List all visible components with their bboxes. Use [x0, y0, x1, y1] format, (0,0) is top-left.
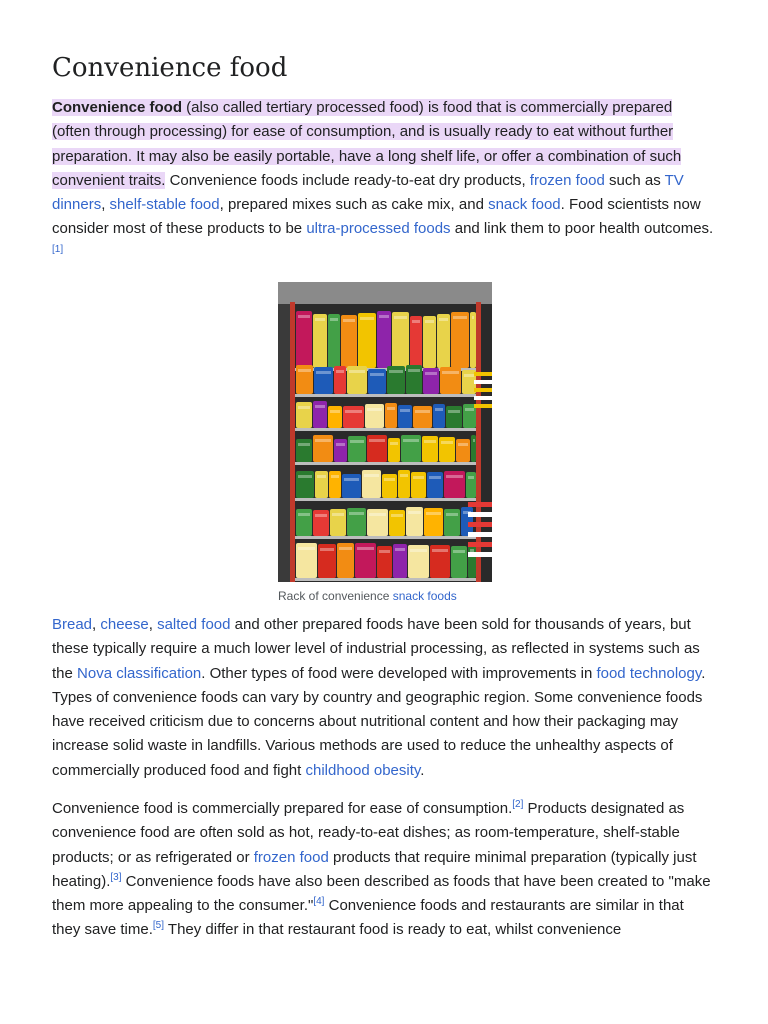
striped-bag	[474, 404, 492, 408]
snack-bag	[313, 510, 329, 536]
snack-bag-label	[473, 439, 475, 442]
figure-caption	[278, 588, 492, 604]
snack-bag-label	[446, 513, 458, 516]
snack-bag	[437, 314, 450, 368]
snack-bag-label	[432, 549, 448, 552]
snack-bag-label	[390, 442, 398, 445]
snack-bag	[423, 368, 439, 394]
reference-link-4[interactable]: [4]	[313, 896, 325, 908]
snack-bag-label	[315, 439, 331, 442]
history-text: .	[420, 761, 425, 779]
intro-highlight-text: (also called tertiary processed food) is food that is commercially prepared (often through processing) for ease of consumption, and is usually ready to eat without further preparation. It may also be easily portable, have a long shelf life, or offer a combination of such convenient traits.	[52, 99, 682, 189]
caption-text: Rack of convenience	[278, 589, 393, 603]
snack-bag-label	[384, 478, 395, 481]
link-bread[interactable]: Bread	[52, 616, 93, 633]
snack-bag	[296, 402, 312, 428]
snack-bag-label	[448, 410, 460, 413]
snack-bag-label	[357, 547, 374, 550]
intro-text: ,	[101, 196, 110, 214]
snack-rack-image[interactable]	[278, 282, 492, 582]
snack-bag-label	[349, 512, 364, 515]
snack-bag-label	[395, 548, 405, 551]
striped-bag	[474, 396, 492, 400]
snack-bag-label	[349, 370, 365, 373]
snack-bag-label	[298, 406, 310, 409]
snack-bag-label	[470, 549, 474, 552]
snack-bag-label	[472, 316, 474, 319]
snack-bag	[422, 436, 438, 462]
snack-bag-label	[298, 369, 311, 372]
link-snack-foods[interactable]: snack foods	[392, 589, 457, 603]
snack-bag-label	[453, 316, 467, 319]
page-title: Convenience food	[52, 53, 288, 83]
bold-term: Convenience food	[52, 99, 183, 116]
striped-bag	[468, 502, 492, 507]
link-shelf-stable-food[interactable]: shelf-stable food	[109, 196, 220, 214]
definition-text: Convenience food is commercially prepared for ease of consumption.	[52, 800, 513, 817]
definition-text: Convenience foods have also been described as foods that have been created to "make them more appealing to the consumer."	[52, 872, 711, 915]
snack-bag	[328, 314, 340, 368]
definition-text: Products designated as convenience food are often sold as hot, ready-to-eat dishes; as room-temperature, shelf-stable products; or as refrigerated or	[52, 800, 685, 866]
snack-bag-label	[336, 443, 345, 446]
snack-bag-label	[316, 371, 331, 374]
snack-bag-label	[370, 373, 384, 376]
rack-shelf	[292, 498, 478, 501]
intro-text: and link them to poor health outcomes.	[450, 220, 714, 238]
striped-bag	[474, 380, 492, 384]
snack-bag-label	[446, 475, 463, 478]
snack-bag-label	[343, 319, 355, 322]
snack-rack-illustration	[278, 282, 492, 582]
reference-link-2[interactable]: [2]	[512, 799, 524, 810]
snack-bag	[413, 406, 432, 428]
snack-bag	[296, 311, 312, 368]
snack-bag-label	[332, 513, 344, 516]
rack-post-right	[476, 302, 481, 582]
history-text: ,	[148, 616, 158, 633]
striped-bag	[474, 372, 492, 376]
rack-shelf	[292, 394, 478, 397]
intro-text: Convenience foods include ready-to-eat dry products,	[165, 171, 530, 189]
snack-bag	[411, 472, 426, 498]
reference-link-3[interactable]: [3]	[110, 871, 122, 883]
snack-bag-label	[465, 408, 474, 411]
snack-bag	[365, 404, 384, 428]
definition-text: products that require minimal preparation (typically just heating).	[52, 848, 697, 890]
snack-bag	[439, 437, 455, 462]
snack-bag	[382, 474, 397, 498]
snack-bag	[368, 369, 386, 394]
snack-bag-label	[413, 476, 424, 479]
history-text: . Types of convenience foods can vary by country and geographic region. Some convenience foods have received criticism due to concerns about nutritional content and how their packaging may increase solid waste in landfills. Various methods are used to reduce the unhealthy aspects of commercially produced food and fight	[52, 664, 706, 779]
snack-bag-label	[400, 409, 410, 412]
snack-bag-label	[339, 547, 352, 550]
snack-bag-label	[442, 371, 459, 374]
link-ultra-processed-foods[interactable]: ultra-processed foods	[306, 220, 451, 238]
snack-bag-label	[298, 475, 312, 478]
history-text: ,	[92, 616, 101, 633]
snack-bag-label	[298, 315, 310, 318]
snack-bag-label	[298, 513, 310, 516]
snack-bag-label	[345, 410, 362, 413]
snack-bag-label	[441, 441, 453, 444]
snack-bag	[398, 405, 412, 428]
rack-post-left	[290, 302, 295, 582]
intro-text: . Food scientists now consider most of these products to be	[52, 196, 701, 238]
intro-text: , prepared mixes such as cake mix, and	[219, 196, 489, 214]
snack-bag	[343, 406, 364, 428]
snack-bag-label	[315, 318, 325, 321]
snack-bag-label	[426, 512, 441, 515]
snack-bag	[423, 316, 436, 368]
snack-bag	[466, 472, 476, 498]
snack-bag-label	[315, 405, 325, 408]
striped-bag	[468, 512, 492, 517]
snack-bag	[377, 311, 391, 368]
rack-shelf	[292, 536, 478, 539]
snack-bag-label	[400, 474, 408, 477]
snack-bag-label	[408, 511, 421, 514]
snack-bag-label	[453, 550, 465, 553]
link-snack-food[interactable]: snack food	[488, 196, 561, 214]
snack-bag	[341, 315, 357, 368]
snack-bag-label	[425, 320, 434, 323]
link-tv-dinners[interactable]: TV dinners	[52, 171, 684, 214]
link-frozen-food[interactable]: frozen food	[529, 171, 605, 189]
history-text: . Other types of food were developed with improvements in	[201, 664, 597, 682]
snack-bag-label	[468, 476, 474, 479]
snack-bag-label	[369, 439, 385, 442]
snack-bag	[389, 510, 405, 536]
snack-bag-label	[387, 407, 395, 410]
snack-bag	[451, 312, 469, 368]
snack-bag-label	[320, 548, 334, 551]
rack-left-shadow	[278, 304, 290, 582]
snack-bag	[388, 438, 400, 462]
snack-bag-label	[425, 372, 437, 375]
snack-bag-label	[331, 475, 339, 478]
snack-bag	[313, 314, 327, 368]
snack-bag-label	[458, 443, 468, 446]
snack-bag	[446, 406, 462, 428]
snack-bag-label	[412, 320, 420, 323]
snack-bag	[385, 403, 397, 428]
snack-bag-label	[389, 370, 403, 373]
snack-bag-label	[298, 443, 310, 446]
snack-bag	[342, 474, 361, 498]
reference-link-5[interactable]: [5]	[152, 920, 165, 932]
striped-bag	[468, 522, 492, 527]
snack-bag	[296, 439, 312, 462]
snack-bag-label	[394, 316, 407, 319]
rack-shelf	[292, 578, 478, 581]
snack-bag-label	[424, 440, 436, 443]
striped-bag	[468, 552, 492, 557]
snack-bag	[410, 316, 422, 368]
link-cheese[interactable]: cheese	[100, 616, 149, 633]
snack-bag	[470, 312, 476, 368]
snack-bag-label	[330, 318, 338, 321]
definition-paragraph	[52, 797, 714, 943]
striped-bag	[468, 532, 492, 537]
link-nova-classification[interactable]: Nova classification	[77, 664, 202, 682]
snack-bag	[328, 406, 342, 428]
rack-shelf	[292, 462, 478, 465]
definition-text: They differ in that restaurant food is ready to eat, whilst convenience	[164, 921, 622, 939]
striped-bag	[468, 542, 492, 547]
snack-bag-label	[429, 476, 441, 479]
snack-bag-label	[364, 474, 379, 477]
snack-bag-label	[410, 549, 427, 552]
snack-bag	[334, 439, 347, 462]
link-childhood-obesity[interactable]: childhood obesity	[305, 761, 421, 779]
snack-bag	[462, 370, 476, 394]
snack-bag-label	[379, 315, 389, 318]
snack-bag-label	[435, 408, 443, 411]
snack-bag-label	[403, 439, 419, 442]
history-paragraph	[52, 613, 714, 783]
snack-bag-label	[330, 410, 340, 413]
link-food-technology[interactable]: food technology	[596, 664, 702, 682]
snack-bag	[358, 313, 376, 368]
snack-bag-label	[369, 513, 386, 516]
intro-paragraph	[52, 96, 714, 266]
intro-text: such as	[604, 171, 665, 189]
link-salted-food[interactable]: salted food	[157, 616, 231, 633]
snack-bag-label	[408, 369, 420, 372]
snack-bag-label	[360, 317, 374, 320]
snack-bag-label	[379, 550, 390, 553]
reference-link-1[interactable]: [1]	[52, 243, 64, 255]
striped-bag	[474, 388, 492, 392]
snack-bag	[456, 439, 470, 462]
link-frozen-food[interactable]: frozen food	[253, 848, 329, 866]
snack-bag-label	[344, 478, 359, 481]
snack-bag-label	[415, 410, 430, 413]
snack-bag	[348, 436, 366, 462]
snack-bag-label	[317, 475, 326, 478]
snack-bag	[427, 472, 443, 498]
snack-bag-label	[464, 374, 474, 377]
snack-bag-label	[439, 318, 448, 321]
rack-shelf	[292, 428, 478, 431]
snack-bag	[433, 404, 445, 428]
rack-top-light	[278, 282, 492, 304]
snack-bag-label	[336, 370, 344, 373]
snack-bag-label	[298, 547, 315, 550]
snack-bag	[392, 312, 409, 368]
snack-bag-label	[367, 408, 382, 411]
snack-bag-label	[391, 514, 403, 517]
snack-bag-label	[315, 514, 327, 517]
definition-text: Convenience foods and restaurants are similar in that they save time.	[52, 897, 684, 939]
history-text: and other prepared foods have been sold for thousands of years, but these typically require a much lower level of industrial processing, as reflected in systems such as the	[52, 616, 700, 682]
snack-bag-label	[350, 440, 364, 443]
